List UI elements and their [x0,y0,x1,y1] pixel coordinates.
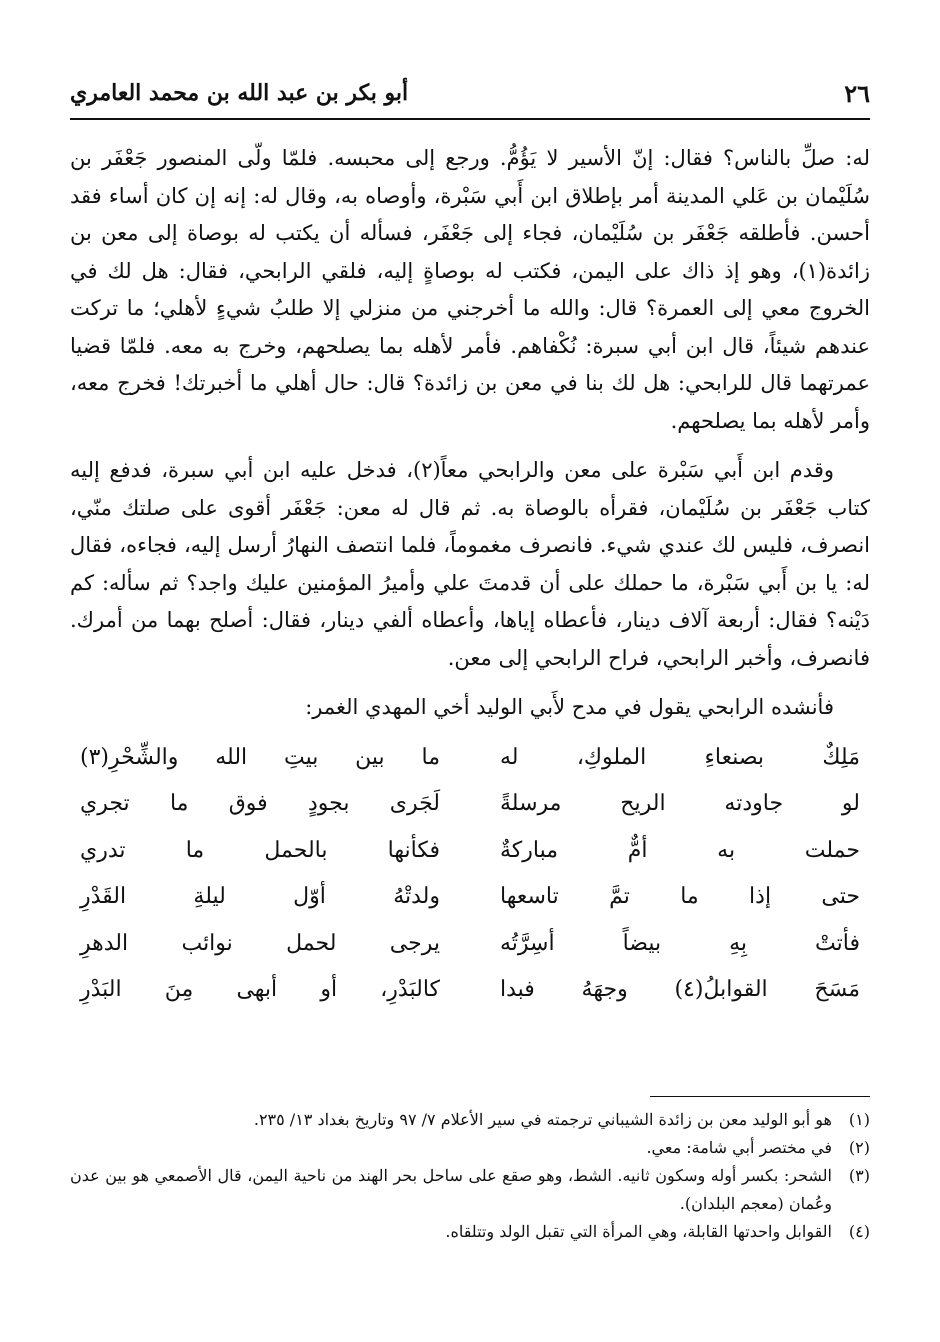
footnote-mark: (٤) [848,1222,870,1241]
footnote-text: في مختصر أبي شامة: معي. [646,1138,832,1157]
footnote [70,1162,870,1218]
footnote-mark: (٣) [848,1166,870,1185]
verse-first-hemistich: مَسَحَ القوابلُ(٤) وجهَهُ فبدا [500,977,860,1002]
poem [70,735,870,1014]
footnote [70,1218,870,1246]
footnotes [70,1106,870,1246]
footnote [70,1106,870,1134]
verse-first-hemistich: حتى إذا ما تمَّ تاسعها [500,884,860,909]
footnote-mark: (٢) [848,1138,870,1157]
verse-second-hemistich: فكأنها بالحمل ما تدري [80,837,440,863]
verse-second-hemistich: يرجى لحمل نوائب الدهرِ [80,930,440,956]
verse-first-hemistich: مَلِكٌ بصنعاءِ الملوكِ، له [500,744,860,770]
verse-first-hemistich: فأتتْ بِهِ بيضاً أسِرَّتُه [500,930,860,956]
verse-first-hemistich: لو جاودته الريح مرسلةً [500,791,860,816]
footnote-text: هو أبو الوليد معن بن زائدة الشيباني ترجمته في سير الأعلام ٧/ ٩٧ وتاريخ بغداد ١٣/ ٢٣٥. [253,1110,832,1129]
verse-second-hemistich: ما بين بيتِ الله والشِّحْرِ(٣) [80,744,440,770]
footnote-separator [650,1096,870,1097]
page-header [70,68,870,120]
paragraph: له: صلِّ بالناس؟ فقال: إنّ الأسير لا يَؤُمُّ. ورجع إلى محبسه. فلمّا ولّى المنصور جَعْفَر بن سُلَيْمان بن عَلي المدينة أمر بإطلاق ابن أَبي سَبْرة، وأوصاه به، وقال له: إنه إن كان أساء فقد أحسن. فأطلقه جَعْفَر بن سُلَيْمان، فجاء إلى جَعْفَر، فسأله أن يكتب له بوصاة إلى معن بن زائدة(١)، وهو إذ ذاك على اليمن، فكتب له بوصاةٍ إليه، فلقي الرابحي، فقال: هل لك في الخروج معي إلى العمرة؟ قال: والله ما أخرجني من منزلي إلا طلبُ شيءٍ لأهلي؛ ما تركت عندهم شيئاً، قال ابن أبي سبرة: نُكْفاهم. فأمر لأهله بما يصلحهم، وخرج به معه. فلمّا قضيا عمرتهما قال للرابحي: هل لك بنا في معن بن زائدة؟ قال: حال أهلي ما أخبرتك! فخرج معه، وأمر لأهله بما يصلحهم. [70,146,870,433]
running-title: أبو بكر بن عبد الله بن محمد العامري [70,80,409,106]
verse-first-hemistich: حملت به أمٌّ مباركةٌ [500,837,860,863]
footnote [70,1134,870,1162]
footnote-text: القوابل واحدتها القابلة، وهي المرأة التي تقبل الولد وتتلقاه. [445,1222,832,1241]
paragraph: وقدم ابن أَبي سَبْرة على معن والرابحي معاً(٢)، فدخل عليه ابن أبي سبرة، فدفع إليه كتاب جَعْفَر بن سُلَيْمان، فقرأه بالوصاة به. ثم قال له معن: جَعْفَر أقوى على صلتك منّي، انصرف، فليس لك عندي شيء. فانصرف مغموماً، فلما انتصف النهارُ أرسل إليه، فجاءه، فقال له: يا بن أَبي سَبْرة، ما حملك على أن قدمتَ علي وأميرُ المؤمنين عليك واجد؟ ثم سأله: كم دَيْنه؟ فقال: أربعة آلاف دينار، فأعطاه إياها، وأعطاه ألفي دينار، فقال: أصلح بهما من أمرك. فانصرف، وأخبر الرابحي، فراح الرابحي إلى معن. [70,458,870,670]
verse-second-hemistich: كالبَدْرِ، أو أبهى مِنَ البَدْرِ [80,977,440,1002]
main-text [70,140,870,1014]
poem-intro: فأنشده الرابحي يقول في مدح لأَبي الوليد أخي المهدي الغمر: [305,695,834,719]
verse-second-hemistich: لَجَرى بجودٍ فوق ما تجري [80,791,440,816]
footnote-text: الشحر: بكسر أوله وسكون ثانيه. الشط، وهو صقع على ساحل بحر الهند من ناحية اليمن، قال الأصمعي هو بين عدن وعُمان (معجم البلدان). [70,1166,833,1213]
verse-second-hemistich: ولدتْهُ أوّل ليلةِ القَدْرِ [80,884,440,909]
footnote-mark: (١) [848,1110,870,1129]
page-number: ٢٦ [844,78,870,108]
